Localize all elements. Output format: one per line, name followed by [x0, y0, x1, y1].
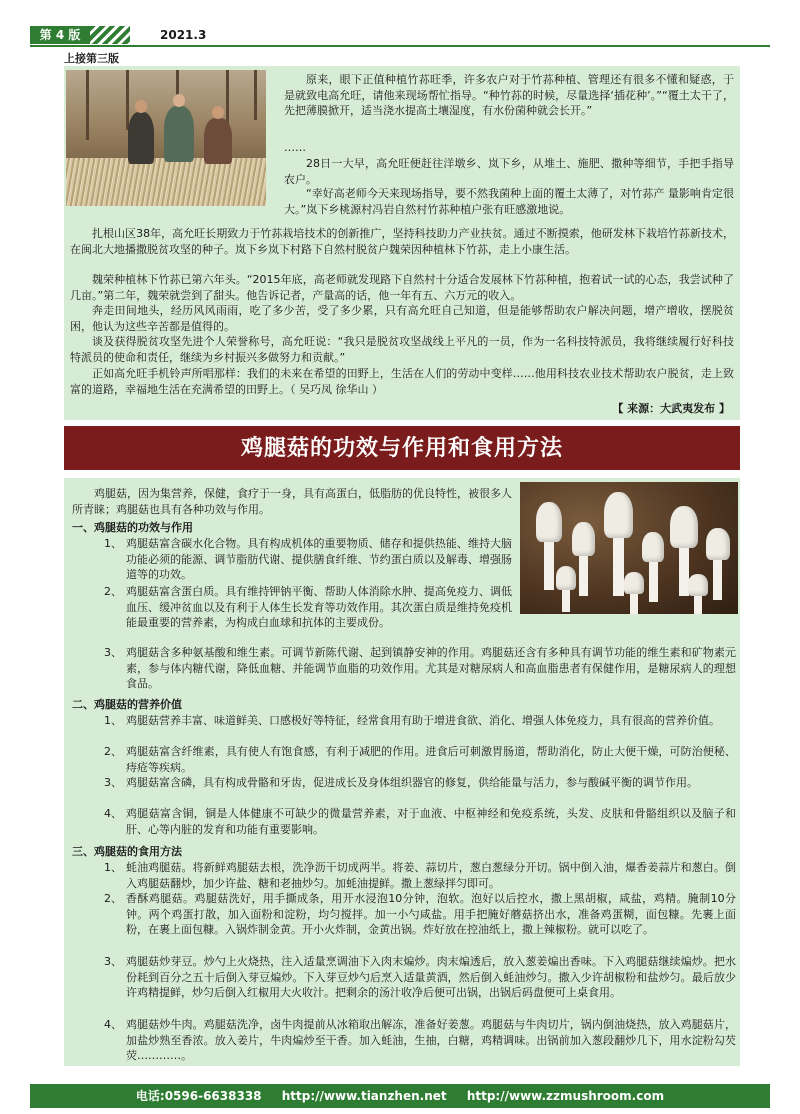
list-item: [104, 891, 736, 938]
list-item-text: 鸡腿菇富含碳水化合物。具有构成机体的重要物质、储存和提供热能、维持大脑功能必须的能源、调节脂肪代谢、提供膳食纤维、节约蛋白质以及解毒、增强肠道等的功效。: [126, 537, 512, 581]
footer-link-zzmushroom[interactable]: http://www.zzmushroom.com: [466, 1089, 665, 1103]
article1-ellipsis: ……: [284, 141, 306, 154]
article1-source: 【 来源：大武夷发布 】: [612, 402, 730, 415]
footer-phone: 电话:0596-6638338: [135, 1089, 262, 1103]
field-guidance-photo: [66, 70, 266, 206]
list-item: [104, 954, 736, 1001]
list-item-text: 鸡腿菇富含纤维素，具有使人有饱食感，有利于减肥的作用。进食后可刺激胃肠道，帮助消化，防止大便干燥，可防治便秘、痔疮等疾病。: [126, 745, 736, 774]
list-item: [104, 860, 736, 891]
list-item-number: 1、: [104, 714, 122, 727]
list-item: [104, 806, 736, 837]
list-item-text: 鸡腿菇炒牛肉。鸡腿菇洗净，卤牛肉提前从冰箱取出解冻，准备好姜葱。鸡腿菇与牛肉切片，锅内倒油烧热，放入鸡腿菇片，加盐炒熟至香浓。放入姜片，牛肉煸炒至干香。加入蚝油，生抽，白糖，鸡精调味。出锅前加入葱段翻炒几下，用水淀粉勾芡荧…………。: [126, 1018, 736, 1062]
list-item-number: 2、: [104, 892, 122, 905]
article1-paragraph: 奔走田间地头，经历风风雨雨，吃了多少苦，受了多少累，只有高允旺自己知道，但是能够帮助农户解决问题，增产增收，摆脱贫困，他认为这些辛苦都是值得的。: [70, 304, 734, 333]
list-item-number: 1、: [104, 861, 122, 874]
list-item: [104, 744, 736, 775]
list-item-number: 1、: [104, 537, 122, 550]
article1-paragraph: 魏荣种植林下竹荪已第六年头。“2015年底，高老师就发现路下自然村十分适合发展林下竹荪种植，抱着试一试的心态，我尝试种了几亩。”第二年，魏荣就尝到了甜头。他告诉记者，产量高的话，他一年有五、六万元的收入。: [70, 273, 734, 302]
mushroom-photo: [520, 482, 738, 614]
header-stripes: [90, 26, 130, 44]
section-heading: 一、鸡腿菇的功效与作用: [72, 521, 193, 534]
list-item: [104, 645, 736, 692]
article2-title: 鸡腿菇的功效与作用和食用方法: [64, 426, 740, 470]
list-item-number: 2、: [104, 585, 122, 598]
list-item: [104, 536, 512, 583]
list-item-text: 蚝油鸡腿菇。将新鲜鸡腿菇去根，洗净沥干切成两半。将姜、蒜切片，葱白葱绿分开切。锅中倒入油，爆香姜蒜片和葱白。倒入鸡腿菇翻炒，加少许盐、糖和老抽炒匀。加蚝油提鲜。撒上葱绿拌匀即可。: [126, 861, 736, 890]
continued-label: 上接第三版: [64, 52, 119, 65]
list-item: [104, 1017, 736, 1064]
list-item: [104, 775, 736, 791]
article1-paragraph: 谈及获得脱贫攻坚先进个人荣誉称号，高允旺说：“我只是脱贫攻坚战线上平凡的一员，作为一名科技特派员，我将继续履行好科技特派员的使命和责任，继续为乡村振兴多做努力和贡献。”: [70, 335, 734, 364]
list-item-number: 3、: [104, 646, 122, 659]
article1-paragraph: “幸好高老师今天来现场指导，要不然我菌种上面的覆土太薄了，对竹荪产 量影响肯定很大。”岚下乡桃源村冯岩自然村竹荪种植户张有旺感激地说。: [284, 187, 734, 216]
page-header: [0, 0, 800, 48]
list-item-text: 鸡腿菇富含铜，铜是人体健康不可缺少的微量营养素，对于血液、中枢神经和免疫系统，头发、皮肤和骨骼组织以及脑子和肝、心等内脏的发育和功能有重要影响。: [126, 807, 736, 836]
list-item-number: 2、: [104, 745, 122, 758]
page-footer: [30, 1084, 770, 1108]
header-rule: [30, 45, 770, 47]
article2-intro: 鸡腿菇，因为集营养，保健，食疗于一身，具有高蛋白，低脂肪的优良特性，被很多人所青睐；鸡腿菇也具有各种功效与作用。: [72, 487, 512, 516]
list-item-text: 香酥鸡腿菇。鸡腿菇洗好，用手撕成条，用开水浸泡10分钟，泡软。泡好以后控水，撒上黑胡椒，咸盐，鸡精。腌制10分钟。两个鸡蛋打散，加入面粉和淀粉，均匀搅拌。加一小勺咸盐。用手把腌好蘑菇挤出水，准备鸡蛋糊，面包糠。先裹上面粉，在裹上面包糠。入锅炸制金黄。开小火炸制，金黄出锅。炸好放在控油纸上，撒上辣椒粉。就可以吃了。: [126, 892, 736, 936]
article1-paragraph: 扎根山区38年，高允旺长期致力于竹荪栽培技术的创新推广，坚持科技助力产业扶贫。通过不断摸索，他研发林下栽培竹荪新技术，在闽北大地播撒脱贫攻坚的种子。岚下乡岚下村路下自然村脱贫户魏荣因种植林下竹荪，走上小康生活。: [70, 227, 734, 256]
footer-link-tianzhen[interactable]: http://www.tianzhen.net: [281, 1089, 447, 1103]
page-number-badge: 第 4 版: [30, 26, 90, 44]
list-item-text: 鸡腿菇营养丰富、味道鲜美、口感极好等特征，经常食用有助于增进食欲、消化、增强人体免疫力，具有很高的营养价值。: [126, 714, 720, 727]
list-item-number: 3、: [104, 776, 122, 789]
list-item-number: 4、: [104, 807, 122, 820]
section-heading: 三、鸡腿菇的食用方法: [72, 845, 182, 858]
list-item-text: 鸡腿菇富含蛋白质。具有维持钾钠平衡、帮助人体消除水肿、提高免疫力、调低血压、缓冲贫血以及有利于人体生长发育等功效作用。其次蛋白质是维持免疫机能最重要的营养素，为构成白血球和抗体的主要成份。: [126, 585, 512, 629]
issue-date: 2021.3: [160, 28, 207, 42]
list-item-text: 鸡腿菇炒芽豆。炒勺上火烧热，注入适量烹调油下入肉末煸炒。肉末煸透后，放入葱姜煸出香味。下入鸡腿菇继续煸炒。把水份耗到百分之五十后倒入芽豆煸炒。下入芽豆炒勺后烹入适量黄酒，然后倒入蚝油炒匀。撒入少许胡椒粉和盐炒匀。最后放少许鸡精提鲜，炒匀后倒入红椒用大火收汁。把剩余的汤汁收净后便可出锅，出锅后码盘便可上桌食用。: [126, 955, 736, 999]
list-item: [104, 713, 736, 729]
list-item-number: 3、: [104, 955, 122, 968]
list-item-text: 鸡腿菇富含磷，具有构成骨骼和牙齿，促进成长及身体组织器官的修复，供给能量与活力，参与酸碱平衡的调节作用。: [126, 776, 698, 789]
article1-paragraph: 原来，眼下正值种植竹荪旺季，许多农户对于竹荪种植、管理还有很多不懂和疑惑，于是就致电高允旺，请他来现场帮忙指导。“种竹荪的时候，尽量选择‘插花种’。”“覆土太干了，先把薄膜掀开，适当浇水提高土壤湿度，有水份菌种就会长开。”: [284, 73, 734, 117]
list-item-text: 鸡腿菇含多种氨基酸和维生素。可调节新陈代谢、起到镇静安神的作用。鸡腿菇还含有多种具有调节功能的维生素和矿物素元素，参与体内糖代谢，降低血糖、并能调节血脂的功效作用。尤其是对糖尿病人和高血脂患者有保健作用，是糖尿病人的理想食品。: [126, 646, 736, 690]
article1-paragraph: 28日一大早，高允旺便赶往洋墩乡、岚下乡，从堆土、施肥、撒种等细节，手把手指导农户。: [284, 157, 734, 186]
article1-paragraph: 正如高允旺手机铃声所唱那样：我们的未来在希望的田野上，生活在人们的劳动中变样……他用科技农业技术帮助农户脱贫，走上致富的道路，幸福地生活在充满希望的田野上。（ 吴巧凤 徐华山 ）: [70, 367, 734, 396]
section-heading: 二、鸡腿菇的营养价值: [72, 698, 182, 711]
list-item: [104, 584, 512, 631]
list-item-number: 4、: [104, 1018, 122, 1031]
